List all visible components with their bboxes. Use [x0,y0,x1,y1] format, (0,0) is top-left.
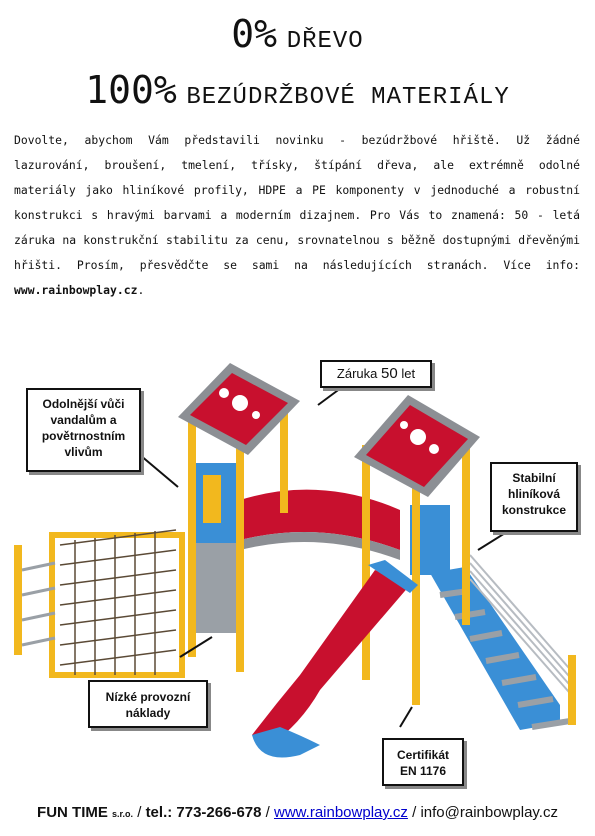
callout-vandal-resistant [26,388,141,472]
intro-link[interactable]: www.rainbowplay.cz [14,283,138,297]
callout-low-costs [88,680,208,728]
headline-wood-percent: 0% [231,12,278,56]
left-roof-dot [219,388,229,398]
ladder-post [14,545,22,655]
right-roof-dot [410,429,426,445]
right-tower-post-1 [362,445,370,680]
intro-tail: . [137,283,145,297]
footer-email[interactable]: info@rainbowplay.cz [420,804,558,821]
right-tower-post-3 [462,445,470,625]
footer-separator: / [261,804,274,821]
footer-separator: / [407,804,421,821]
stair-end-post [568,655,576,725]
callout-warranty-suffix: let [401,366,416,381]
headline-wood [0,12,595,56]
left-roof-dot [252,411,260,419]
left-tower-post-1 [188,407,196,657]
headline-materials [0,68,595,112]
footer-company-suffix: s.r.o. [112,809,134,819]
left-tower-climbing-wall [196,543,240,633]
headline-materials-label: BEZÚDRŽBOVÉ MATERIÁLY [186,84,510,111]
right-tower-post-2 [412,455,420,705]
right-roof-dot [400,421,408,429]
intro-paragraph [14,128,580,303]
footer-phone: tel.: 773-266-678 [145,804,262,821]
footer-company: FUN TIME [37,804,108,821]
climbing-net [60,530,176,675]
right-roof-dot [429,444,439,454]
footer-contact [0,804,595,821]
slide-tube [252,570,410,745]
climbing-net-frame [52,535,182,675]
callout-costs-text: Nízké provozní náklady [105,690,191,720]
callout-cert-text: Certifikát EN 1176 [396,748,449,778]
left-roof-dot [232,395,248,411]
callout-vandal-text: Odolnější vůči vandalům a povětrnostním vlivům [41,397,126,459]
footer-separator: / [133,804,146,821]
headline-wood-label: DŘEVO [286,28,364,55]
callout-warranty-prefix: Záruka [336,366,378,381]
left-tower-yellow-panel [203,475,221,523]
intro-text: Dovolte, abychom Vám představili novinku - bezúdržbové hřiště. Už žádné lazurování, broušení, tmelení, třísky, štípání dřeva, ale extrémně odolné materiály jako hliníkové profily, HDPE a PE komponenty v jednoduché a robustní konstrukci s hravými barvami a moderním dizajnem. Pro Vás to znamená: 50 - letá záruka na konstrukční stabilitu za cenu, srovnatelnou s běžně dostupnými dřevěnými hřišti. Prosím, přesvědčte se sami na následujících stranách. Více info: [14,133,580,272]
right-tower-roof [366,405,468,487]
callout-warranty-number: 50 [381,365,398,382]
callout-aluminium-structure [490,462,578,532]
callout-certificate [382,738,464,786]
headline-materials-percent: 100% [85,68,177,112]
callout-aluminium-text: Stabilní hliníková konstrukce [501,471,567,517]
footer-website-link[interactable]: www.rainbowplay.cz [273,804,408,821]
callout-warranty [320,360,432,388]
